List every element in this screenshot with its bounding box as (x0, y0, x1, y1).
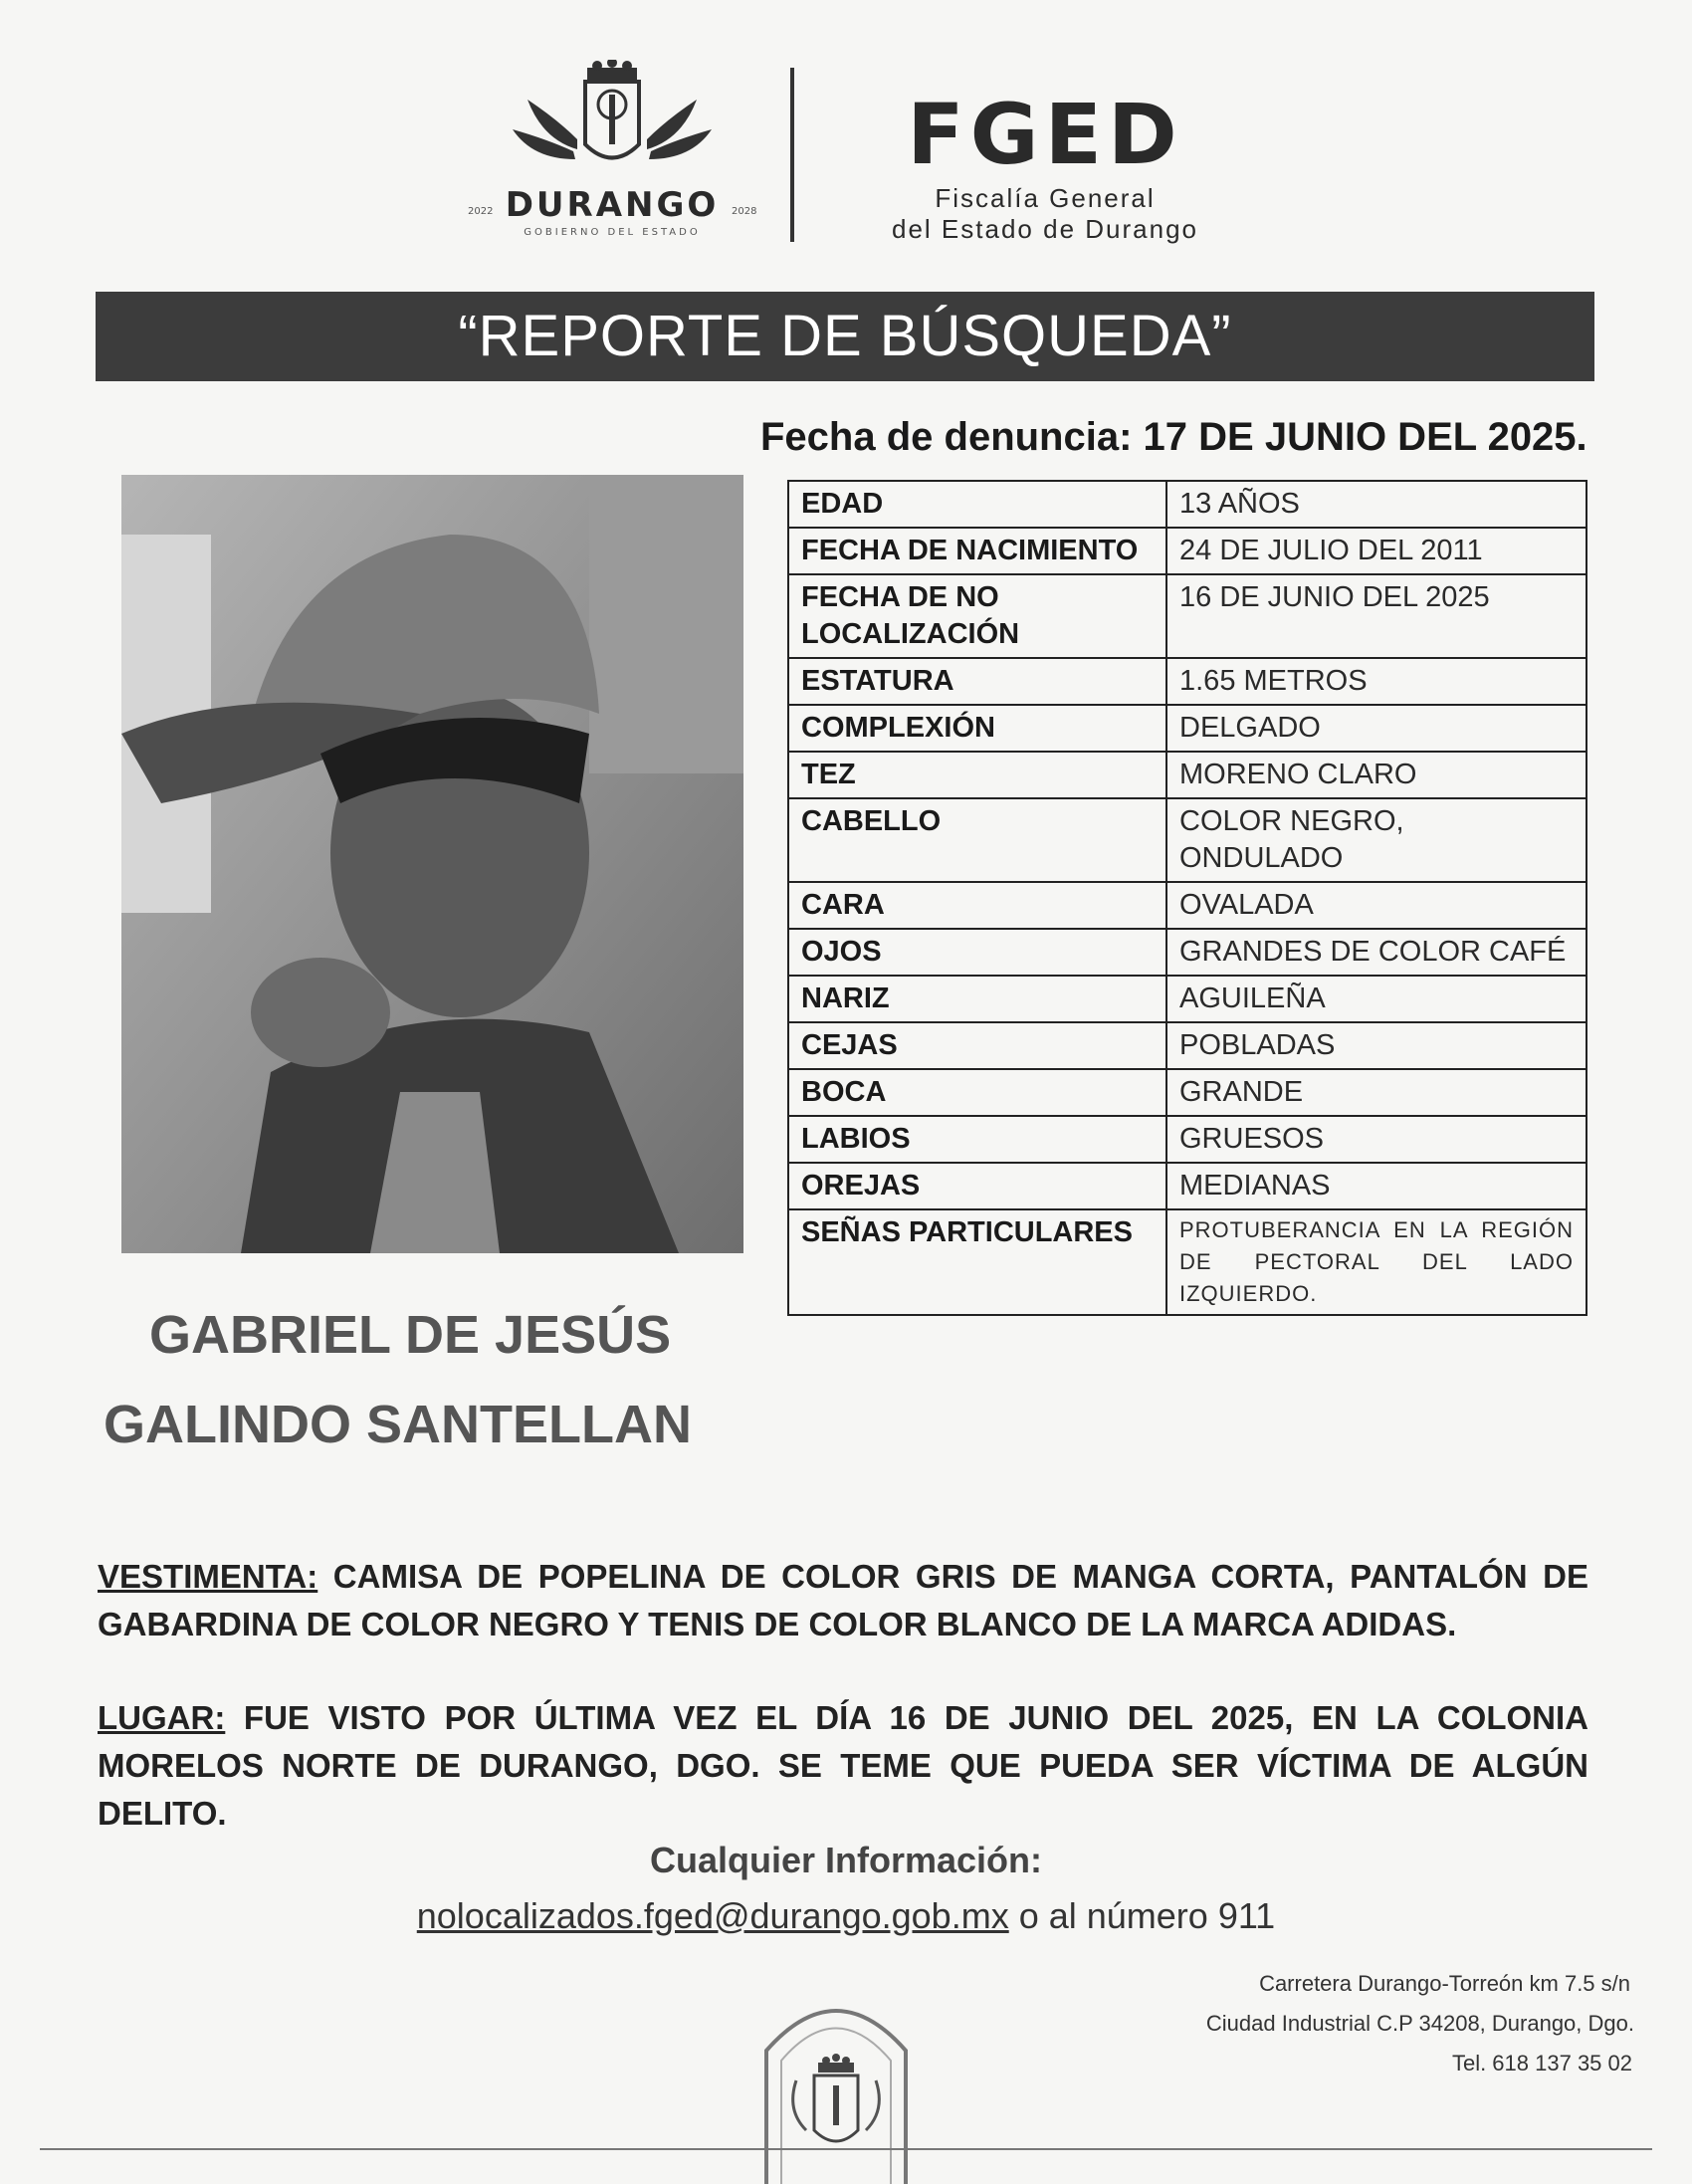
detail-value: 16 DE JUNIO DEL 2025 (1166, 574, 1586, 658)
header-divider (790, 68, 794, 242)
detail-value: POBLADAS (1166, 1022, 1586, 1069)
contact-email-link[interactable]: nolocalizados.fged@durango.gob.mx (416, 1895, 1009, 1936)
detail-row (788, 798, 1586, 882)
location-text: FUE VISTO POR ÚLTIMA VEZ EL DÍA 16 DE JUNIO DEL 2025, EN LA COLONIA MORELOS NORTE DE DURANGO, DGO. SE TEME QUE PUEDA SER VÍCTIMA DE ALGÚN DELITO. (98, 1699, 1588, 1832)
detail-label: LABIOS (788, 1116, 1166, 1163)
clothing-label: VESTIMENTA: (98, 1558, 318, 1595)
agency-name-line2: del Estado de Durango (892, 214, 1198, 244)
detail-row (788, 705, 1586, 752)
detail-row (788, 528, 1586, 574)
svg-text:GOBIERNO DEL ESTADO: GOBIERNO DEL ESTADO (524, 227, 701, 238)
detail-row (788, 658, 1586, 705)
detail-label: OJOS (788, 929, 1166, 976)
detail-row (788, 929, 1586, 976)
detail-label: CEJAS (788, 1022, 1166, 1069)
clothing-paragraph (98, 1553, 1588, 1648)
detail-label: OREJAS (788, 1163, 1166, 1209)
person-name-line2: GALINDO SANTELLAN (104, 1395, 692, 1454)
detail-label: EDAD (788, 481, 1166, 528)
detail-row (788, 1163, 1586, 1209)
svg-text:2028: 2028 (732, 206, 757, 217)
detail-label: SEÑAS PARTICULARES (788, 1209, 1166, 1315)
detail-value: AGUILEÑA (1166, 976, 1586, 1022)
detail-label: TEZ (788, 752, 1166, 798)
agency-logo (836, 86, 1254, 245)
detail-value: GRUESOS (1166, 1116, 1586, 1163)
coat-of-arms-icon (756, 1981, 916, 2184)
detail-label: FECHA DE NACIMIENTO (788, 528, 1166, 574)
detail-label: CABELLO (788, 798, 1166, 882)
detail-value: COLOR NEGRO, ONDULADO (1166, 798, 1586, 882)
address-line1: Carretera Durango-Torreón km 7.5 s/n (1259, 1971, 1630, 1996)
detail-row (788, 1022, 1586, 1069)
address-line2: Ciudad Industrial C.P 34208, Durango, Dgo. (1205, 2011, 1634, 2036)
detail-row (788, 481, 1586, 528)
contact-label: Cualquier Información: (649, 1840, 1043, 1880)
person-name-line1: GABRIEL DE JESÚS (149, 1305, 672, 1365)
detail-label: NARIZ (788, 976, 1166, 1022)
detail-row (788, 882, 1586, 929)
detail-value: GRANDES DE COLOR CAFÉ (1166, 929, 1586, 976)
detail-value: 13 AÑOS (1166, 481, 1586, 528)
detail-value: MEDIANAS (1166, 1163, 1586, 1209)
detail-row (788, 976, 1586, 1022)
detail-row (788, 574, 1586, 658)
location-label: LUGAR: (98, 1699, 226, 1736)
location-paragraph (98, 1694, 1588, 1838)
contact-phone-text: o al número 911 (1008, 1895, 1276, 1936)
detail-value: MORENO CLARO (1166, 752, 1586, 798)
agency-abbr: FGED (907, 86, 1183, 183)
durango-government-logo (448, 60, 776, 249)
detail-value: PROTUBERANCIA EN LA REGIÓN DE PECTORAL DEL LADO IZQUIERDO. (1166, 1209, 1586, 1315)
address-phone: Tel. 618 137 35 02 (1451, 2051, 1632, 2075)
detail-value: 24 DE JULIO DEL 2011 (1166, 528, 1586, 574)
footer-rule (40, 2148, 1652, 2150)
detail-value: OVALADA (1166, 882, 1586, 929)
agency-name-line1: Fiscalía General (935, 183, 1156, 213)
report-date: Fecha de denuncia: 17 DE JUNIO DEL 2025. (760, 415, 1587, 459)
detail-value: DELGADO (1166, 705, 1586, 752)
detail-label: COMPLEXIÓN (788, 705, 1166, 752)
detail-value: 1.65 METROS (1166, 658, 1586, 705)
svg-text:DURANGO: DURANGO (505, 185, 720, 225)
detail-label: CARA (788, 882, 1166, 929)
detail-row (788, 1116, 1586, 1163)
report-title: “REPORTE DE BÚSQUEDA” (458, 304, 1232, 368)
detail-row (788, 752, 1586, 798)
detail-label: FECHA DE NO LOCALIZACIÓN (788, 574, 1166, 658)
detail-row (788, 1069, 1586, 1116)
contact-line (0, 1895, 1692, 1937)
detail-label: BOCA (788, 1069, 1166, 1116)
clothing-text: CAMISA DE POPELINA DE COLOR GRIS DE MANGA CORTA, PANTALÓN DE GABARDINA DE COLOR NEGRO Y TENIS DE COLOR BLANCO DE LA MARCA ADIDAS. (98, 1558, 1588, 1642)
svg-text:2022: 2022 (468, 206, 494, 217)
detail-row (788, 1209, 1586, 1315)
missing-person-photo (121, 475, 743, 1253)
detail-value: GRANDE (1166, 1069, 1586, 1116)
detail-label: ESTATURA (788, 658, 1166, 705)
report-banner (96, 292, 1594, 381)
person-details-table (787, 480, 1587, 1316)
